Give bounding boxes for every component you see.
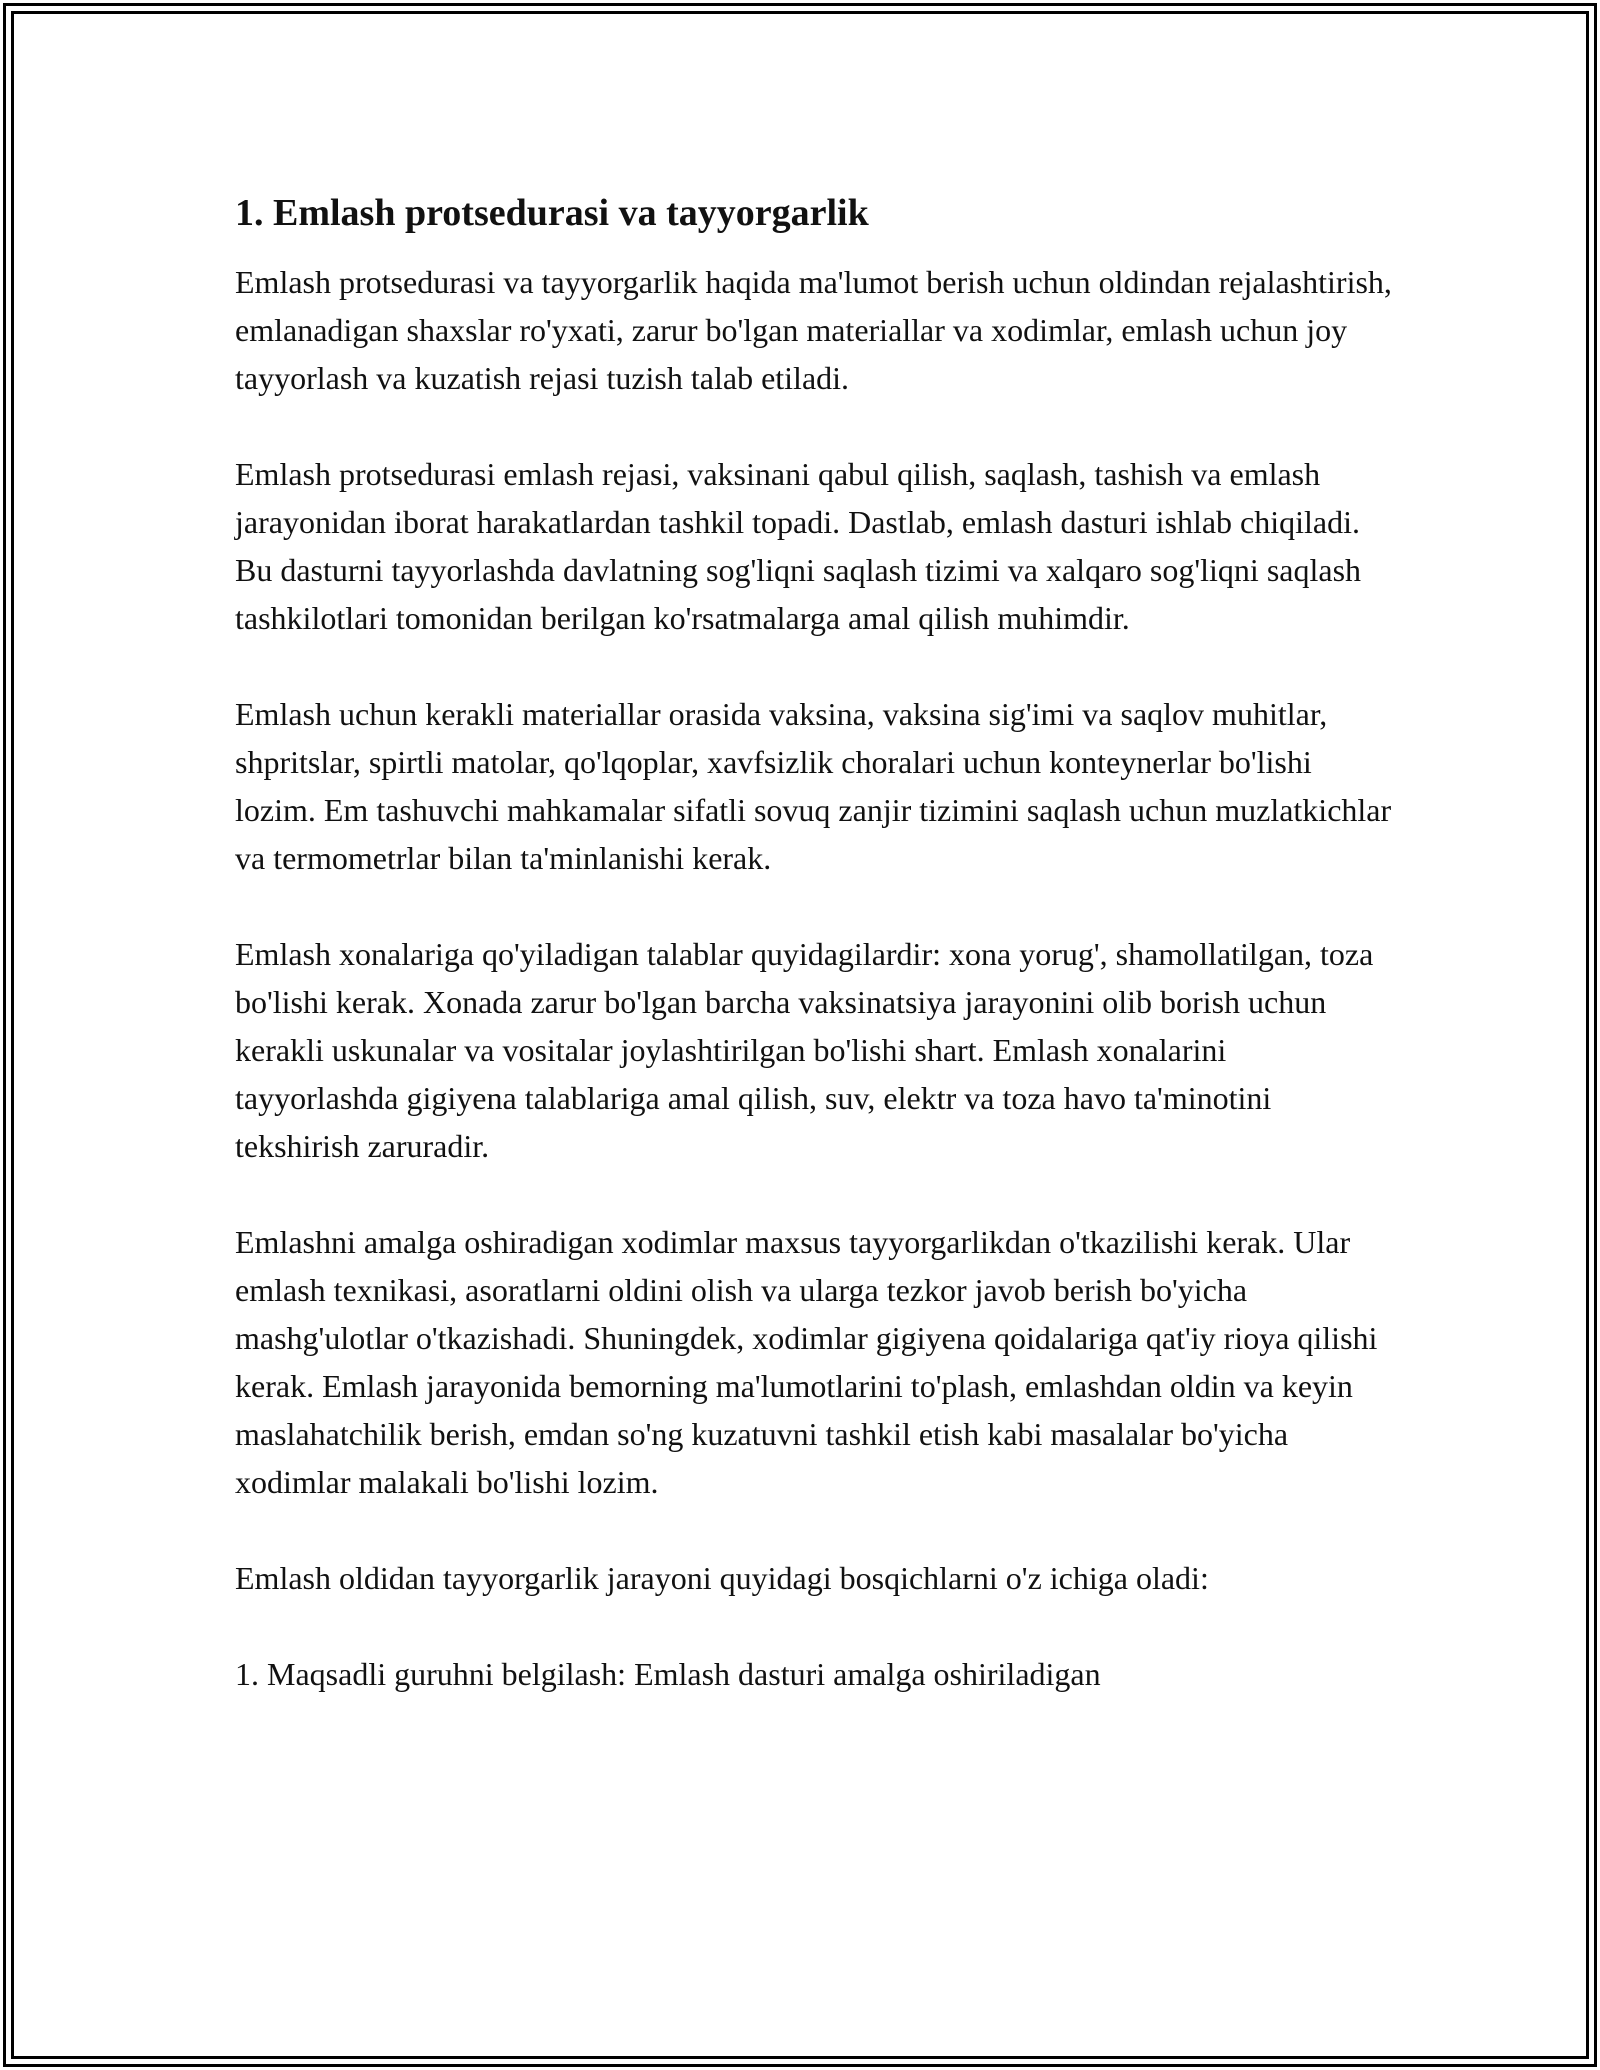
paragraph-procedure: Emlash protsedurasi emlash rejasi, vaksinani qabul qilish, saqlash, tashish va emlash jarayonidan iborat harakatlardan tashkil topadi. Dastlab, emlash dasturi ishlab chiqiladi. Bu dasturni tayyorlashda davlatning sog'liqni saqlash tizimi va xalqaro sog'liqni saqlash tashkilotlari tomonidan berilgan ko'rsatmalarga amal qilish muhimdir. bbox=[235, 455, 1362, 636]
paragraph-preparation-stages: Emlash oldidan tayyorgarlik jarayoni quyidagi bosqichlarni o'z ichiga oladi: bbox=[235, 1559, 1209, 1596]
paragraph-room-requirements: Emlash xonalariga qo'yiladigan talablar quyidagilardir: xona yorug', shamollatilgan, toza bo'lishi kerak. Xonada zarur bo'lgan barcha vaksinatsiya jarayonini olib borish uchun kerakli uskunalar va vositalar joylashtirilgan bo'lishi shart. Emlash xonalarini tayyorlashda gigiyena talablariga amal qilish, suv, elektr va toza havo ta'minotini tekshirish zaruradir. bbox=[235, 935, 1374, 1164]
paragraph-intro: Emlash protsedurasi va tayyorgarlik haqida ma'lumot berish uchun oldindan rejalashtirish, emlanadigan shaxslar ro'yxati, zarur bo'lgan materiallar va xodimlar, emlash uchun joy tayyorlash va kuzatish rejasi tuzish talab etiladi. bbox=[235, 263, 1392, 396]
section-heading: 1. Emlash protsedurasi va tayyorgarlik bbox=[235, 192, 869, 234]
paragraph-materials: Emlash uchun kerakli materiallar orasida vaksina, vaksina sig'imi va saqlov muhitlar, shpritslar, spirtli matolar, qo'lqoplar, xavfsizlik choralari uchun konteynerlar bo'lishi lozim. Em tashuvchi mahkamalar sifatli sovuq zanjir tizimini saqlash uchun muzlatkichlar va termometrlar bilan ta'minlanishi kerak. bbox=[235, 695, 1392, 876]
list-item-target-group: 1. Maqsadli guruhni belgilash: Emlash dasturi amalga oshiriladigan bbox=[235, 1655, 1101, 1692]
document-body bbox=[235, 180, 1395, 1746]
paragraph-staff-training: Emlashni amalga oshiradigan xodimlar maxsus tayyorgarlikdan o'tkazilishi kerak. Ular emlash texnikasi, asoratlarni oldini olish va ularga tezkor javob berish bo'yicha mashg'ulotlar o'tkazishadi. Shuningdek, xodimlar gigiyena qoidalariga qat'iy rioya qilishi kerak. Emlash jarayonida bemorning ma'lumotlarini to'plash, emlashdan oldin va keyin maslahatchilik berish, emdan so'ng kuzatuvni tashkil etish kabi masalalar bo'yicha xodimlar malakali bo'lishi lozim. bbox=[235, 1223, 1378, 1500]
